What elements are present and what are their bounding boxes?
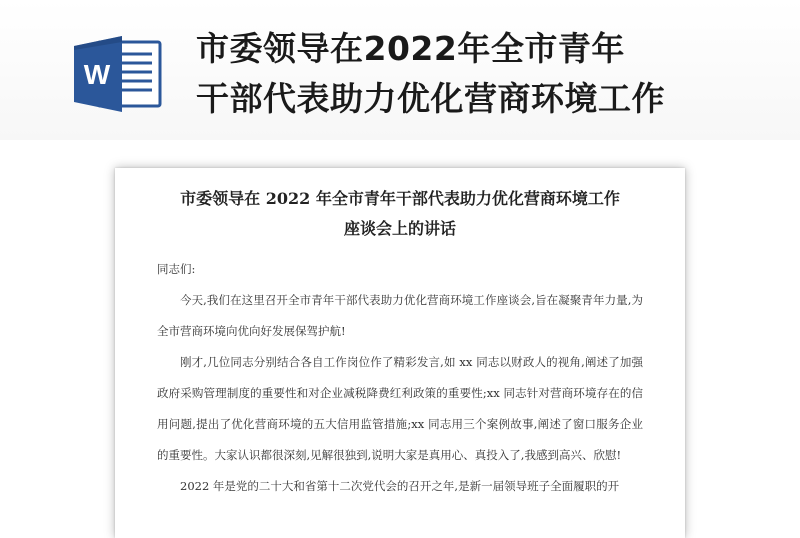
document-title-line-1: 市委领导在 2022 年全市青年干部代表助力优化营商环境工作 [180, 189, 620, 208]
paragraph-2: 刚才,几位同志分别结合各自工作岗位作了精彩发言,如 xx 同志以财政人的视角,阐述了加强政府采购管理制度的重要性和对企业减税降费红利政策的重要性;xx 同志针对营商环境存在的信用问题,提出了优化营商环境的五大信用监管措施;xx 同志用三个案例故事,阐述了窗口服务企业的重要性。大家认识都很深刻,见解很独到,说明大家是真用心、真投入了,我感到高兴、欣慰! [157, 355, 643, 462]
document-title [115, 184, 685, 244]
banner-title-line-1: 市委领导在2022年全市青年 [196, 29, 625, 68]
paragraph-1: 今天,我们在这里召开全市青年干部代表助力优化营商环境工作座谈会,旨在凝聚青年力量,为全市营商环境向优向好发展保驾护航! [157, 293, 643, 338]
paragraph-3: 2022 年是党的二十大和省第十二次党代会的召开之年,是新一届领导班子全面履职的开 [180, 479, 620, 493]
word-document-icon [72, 36, 164, 112]
document-body [115, 254, 685, 502]
header-banner [0, 0, 800, 140]
banner-title [196, 24, 786, 124]
document-title-line-2: 座谈会上的讲话 [343, 219, 456, 238]
document-page [115, 168, 685, 538]
word-icon-letter: W [83, 59, 111, 90]
banner-title-line-2: 干部代表助力优化营商环境工作 [196, 79, 665, 118]
salutation: 同志们: [157, 262, 196, 276]
